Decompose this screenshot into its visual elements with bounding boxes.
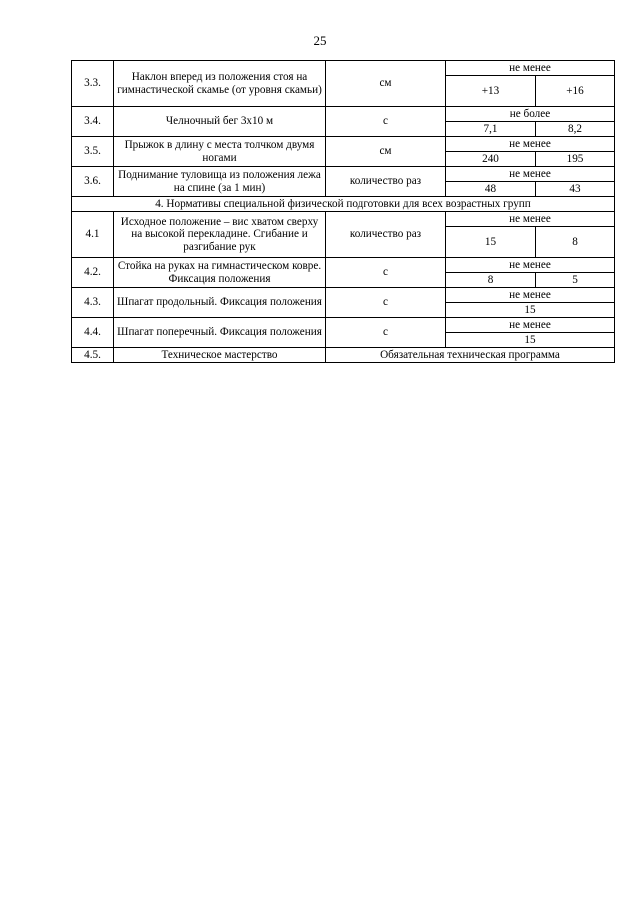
table-row [72,348,615,363]
unit-cell: см [326,137,446,167]
table-row [72,258,615,273]
unit-cell: количество раз [326,212,446,258]
condition-cell: не менее [446,288,615,303]
unit-cell: количество раз [326,167,446,197]
value-cell: 8,2 [536,122,615,137]
value-cell: 7,1 [446,122,536,137]
row-number: 4.3. [72,288,114,318]
exercise-name: Челночный бег 3x10 м [114,107,326,137]
value-cell: 43 [536,182,615,197]
value-cell: +13 [446,76,536,107]
condition-cell: не менее [446,212,615,227]
table-row [72,167,615,182]
condition-cell: не менее [446,167,615,182]
table-row [72,137,615,152]
exercise-name: Поднимание туловища из положения лежа на спине (за 1 мин) [114,167,326,197]
condition-cell: не менее [446,137,615,152]
section-header-row [72,197,615,212]
row-number: 3.5. [72,137,114,167]
exercise-name: Шпагат поперечный. Фиксация положения [114,318,326,348]
row-number: 4.1 [72,212,114,258]
exercise-name: Стойка на руках на гимнастическом ковре. Фиксация положения [114,258,326,288]
value-cell: 8 [446,273,536,288]
unit-cell: см [326,61,446,107]
row-number: 3.3. [72,61,114,107]
exercise-name: Исходное положение – вис хватом сверху на высокой перекладине. Сгибание и разгибание рук [114,212,326,258]
value-cell: 48 [446,182,536,197]
table-row [72,212,615,227]
value-cell: 240 [446,152,536,167]
value-cell: Обязательная техническая программа [326,348,615,363]
unit-cell: с [326,318,446,348]
row-number: 3.4. [72,107,114,137]
table-row [72,61,615,76]
condition-cell: не менее [446,61,615,76]
exercise-name: Техническое мастерство [114,348,326,363]
condition-cell: не более [446,107,615,122]
exercise-name: Шпагат продольный. Фиксация положения [114,288,326,318]
row-number: 4.2. [72,258,114,288]
table-row [72,288,615,303]
section-title: 4. Нормативы специальной физической подготовки для всех возрастных групп [72,197,615,212]
value-cell: 15 [446,227,536,258]
exercise-name: Прыжок в длину с места толчком двумя ногами [114,137,326,167]
unit-cell: с [326,288,446,318]
exercise-name: Наклон вперед из положения стоя на гимнастической скамье (от уровня скамьи) [114,61,326,107]
norms-table [71,60,615,363]
unit-cell: с [326,258,446,288]
value-cell: 5 [536,273,615,288]
row-number: 4.4. [72,318,114,348]
condition-cell: не менее [446,258,615,273]
value-cell: 195 [536,152,615,167]
page-number: 25 [313,33,327,48]
value-cell: +16 [536,76,615,107]
table-row [72,318,615,333]
value-cell: 15 [446,303,615,318]
condition-cell: не менее [446,318,615,333]
table-row [72,107,615,122]
value-cell: 8 [536,227,615,258]
value-cell: 15 [446,333,615,348]
unit-cell: с [326,107,446,137]
row-number: 3.6. [72,167,114,197]
row-number: 4.5. [72,348,114,363]
